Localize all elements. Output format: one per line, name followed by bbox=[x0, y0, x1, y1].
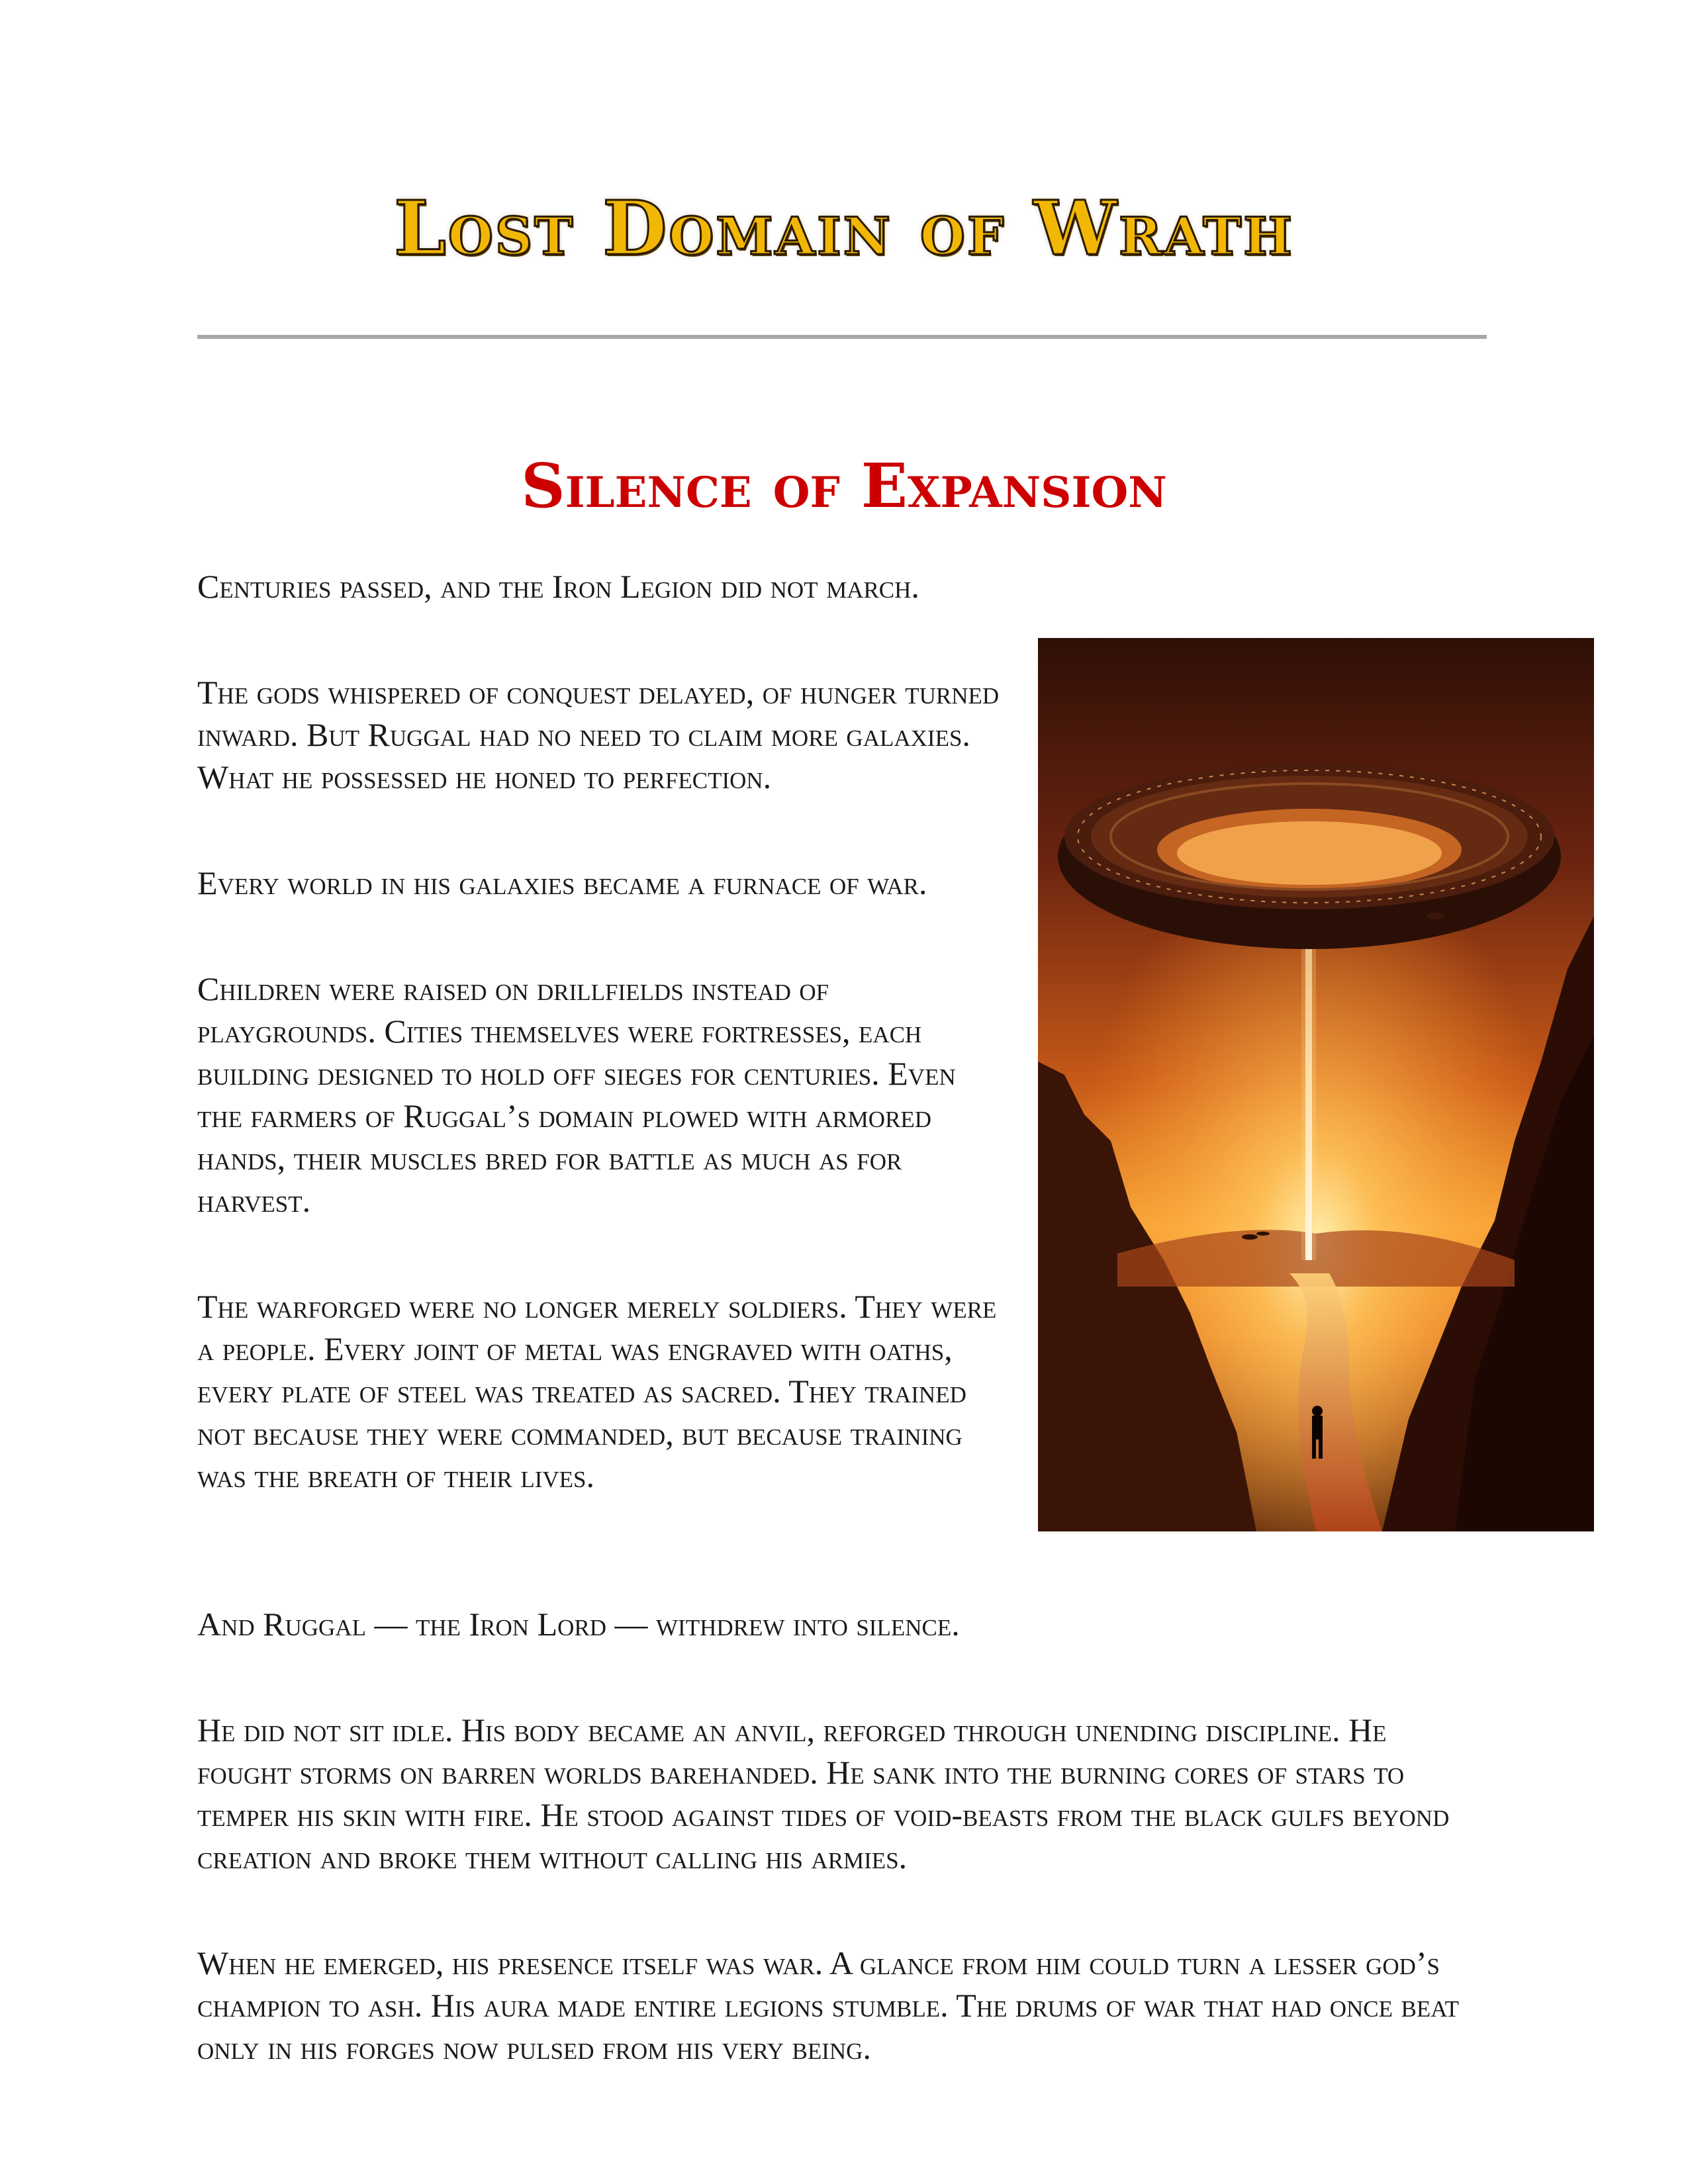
paragraph-2: The gods whispered of conquest delayed, of hunger turned inward. But Ruggal had no need to claim more galaxies. What he possessed he honed to perfection. bbox=[197, 674, 1000, 796]
title-divider bbox=[197, 335, 1487, 339]
paragraph-4: Children were raised on drillfields instead of playgrounds. Cities themselves were fortresses, each building designed to hold off sieges for centuries. Even the farmers of Ruggal’s domain plowed with armored hands, their muscles bred for battle as much as for harvest. bbox=[197, 970, 956, 1219]
section-heading: Silence of Expansion bbox=[521, 450, 1167, 522]
paragraph-6: And Ruggal — the Iron Lord — withdrew into silence. bbox=[197, 1606, 960, 1643]
sci-fi-illustration-image bbox=[1038, 638, 1594, 1531]
paragraph-1: Centuries passed, and the Iron Legion did not march. bbox=[197, 568, 919, 605]
paragraph-8: When he emerged, his presence itself was war. A glance from him could turn a lesser god’s champion to ash. His aura made entire legions stumble. The drums of war that had once beat only in his forges now pulsed from his very being. bbox=[197, 1944, 1459, 2066]
paragraph-5: The warforged were no longer merely soldiers. They were a people. Every joint of metal was engraved with oaths, every plate of steel was treated as sacred. They trained not because they were commanded, but because training was the breath of their lives. bbox=[197, 1288, 997, 1494]
document-title: Lost Domain of Wrath bbox=[394, 185, 1294, 272]
paragraph-3: Every world in his galaxies became a furnace of war. bbox=[197, 864, 927, 901]
paragraph-7: He did not sit idle. His body became an anvil, reforged through unending discipline. He fought storms on barren worlds barehanded. He sank into the burning cores of stars to temper his skin with fire. He stood against tides of void-beasts from the black gulfs beyond creation and broke them without calling his armies. bbox=[197, 1711, 1450, 1876]
